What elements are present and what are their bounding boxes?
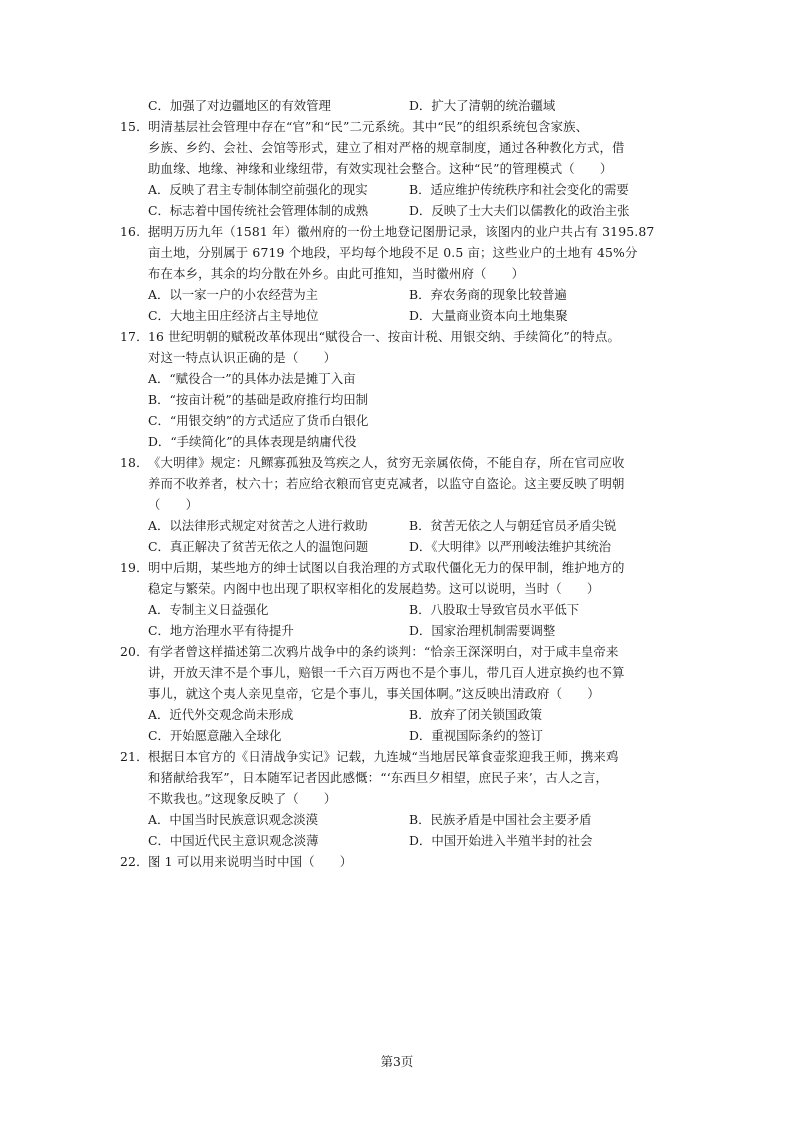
- question-stem-line: 讲，开放天津不是个事儿，赔银一千六百万两也不是个事儿，带几百人进京换约也不算: [148, 665, 625, 680]
- answer-option[interactable]: A．专制主义日益强化: [148, 602, 269, 617]
- question-stem-line: 16 世纪明朝的赋税改革体现出“赋役合一、按亩计税、用银交纳、手续简化”的特点。: [148, 329, 621, 344]
- question-number: 21．: [120, 749, 149, 764]
- answer-option[interactable]: D．国家治理机制需要调整: [409, 623, 556, 638]
- answer-option[interactable]: A．“赋役合一”的具体办法是摊丁入亩: [148, 371, 356, 386]
- answer-option[interactable]: A．近代外交观念尚未形成: [148, 707, 294, 722]
- answer-option[interactable]: C．真正解决了贫苦无依之人的温饱问题: [148, 539, 369, 554]
- answer-option[interactable]: D．中国开始进入半殖半封的社会: [409, 833, 593, 848]
- question-stem-line: 图 1 可以用来说明当时中国（ ）: [148, 854, 353, 869]
- answer-option[interactable]: B．弃农务商的现象比较普遍: [409, 287, 567, 302]
- question-stem-line: 布在本乡，其余的均分散在外乡。由此可推知，当时徽州府（ ）: [148, 266, 525, 281]
- question-number: 19．: [120, 560, 149, 575]
- question-stem-line: 有学者曾这样描述第二次鸦片战争中的条约谈判：“恰亲王深深明白，对于咸丰皇帝来: [148, 644, 619, 659]
- answer-option[interactable]: C．加强了对边疆地区的有效管理: [148, 98, 331, 113]
- answer-option[interactable]: B．放弃了闭关锁国政策: [409, 707, 543, 722]
- answer-option[interactable]: A．以一家一户的小农经营为主: [148, 287, 319, 302]
- answer-option[interactable]: C．地方治理水平有待提升: [148, 623, 294, 638]
- question-number: 20．: [120, 644, 149, 659]
- answer-option[interactable]: D．《大明律》以严刑峻法维护其统治: [409, 539, 611, 554]
- page-number: 第3页: [380, 1054, 414, 1069]
- question-stem-line: 据明万历九年（1581 年）徽州府的一份土地登记图册记录，该图内的业户共占有 3195.87: [148, 224, 655, 239]
- answer-option[interactable]: B．贫苦无依之人与朝廷官员矛盾尖锐: [409, 518, 617, 533]
- question-stem-line: 和猪献给我军”，日本随军记者因此感慨：“‘东西旦夕相望，庶民子来’，古人之言，: [148, 770, 609, 785]
- question-stem-line: 明中后期，某些地方的绅士试图以自我治理的方式取代僵化无力的保甲制，维护地方的: [148, 560, 625, 575]
- question-stem-line: 对这一特点认识正确的是（ ）: [148, 350, 337, 365]
- question-stem-line: 乡族、乡约、会社、会馆等形式，建立了相对严格的规章制度，通过各种教化方式，借: [148, 140, 625, 155]
- answer-option[interactable]: D．重视国际条约的签订: [409, 728, 543, 743]
- question-stem-line: 亩土地，分别属于 6719 个地段，平均每个地段不足 0.5 亩；这些业户的土地有 45%分: [148, 245, 638, 260]
- question-number: 18．: [120, 455, 149, 470]
- answer-option[interactable]: C．标志着中国传统社会管理体制的成熟: [148, 203, 369, 218]
- question-number: 15．: [120, 119, 149, 134]
- answer-option[interactable]: D．大量商业资本向土地集聚: [409, 308, 568, 323]
- question-number: 16.: [120, 224, 141, 239]
- answer-option[interactable]: D．“手续简化”的具体表现是纳庸代役: [148, 434, 357, 449]
- answer-option[interactable]: C．开始愿意融入全球化: [148, 728, 282, 743]
- question-stem-line: 《大明律》规定：凡鳏寡孤独及笃疾之人，贫穷无亲属依倚，不能自存，所在官司应收: [148, 455, 625, 470]
- question-number: 22．: [120, 854, 149, 869]
- answer-option[interactable]: C．“用银交纳”的方式适应了货币白银化: [148, 413, 369, 428]
- answer-option[interactable]: D．反映了士大夫们以儒教化的政治主张: [409, 203, 630, 218]
- question-stem-line: 养而不收养者，杖六十；若应给衣粮而官吏克减者，以监守自盗论。这主要反映了明朝: [148, 476, 625, 491]
- answer-option[interactable]: A．以法律形式规定对贫苦之人进行救助: [148, 518, 368, 533]
- answer-option[interactable]: D．扩大了清朝的统治疆域: [409, 98, 556, 113]
- question-stem-line: 稳定与繁荣。内阁中也出现了职权宰相化的发展趋势。这可以说明，当时（ ）: [148, 581, 600, 596]
- question-stem-line: 明清基层社会管理中存在“官”和“民”二元系统。其中“民”的组织系统包含家族、: [148, 119, 589, 134]
- question-stem-line: （ ）: [148, 497, 199, 512]
- answer-option[interactable]: A．中国当时民族意识观念淡漠: [148, 812, 319, 827]
- question-stem-line: 根据日本官方的《日清战争实记》记载，九连城“当地居民箪食壶浆迎我王师，携来鸡: [148, 749, 619, 764]
- answer-option[interactable]: A．反映了君主专制体制空前强化的现实: [148, 182, 368, 197]
- question-number: 17．: [120, 329, 149, 344]
- answer-option[interactable]: B．民族矛盾是中国社会主要矛盾: [409, 812, 592, 827]
- answer-option[interactable]: C．大地主田庄经济占主导地位: [148, 308, 319, 323]
- question-stem-line: 不欺我也。”这现象反映了（ ）: [148, 791, 337, 806]
- answer-option[interactable]: B．八股取士导致官员水平低下: [409, 602, 580, 617]
- answer-option[interactable]: C．中国近代民主意识观念淡薄: [148, 833, 319, 848]
- question-stem-line: 事儿，就这个夷人亲见皇帝，它是个事儿，事关国体啊。”这反映出清政府（ ）: [148, 686, 600, 701]
- answer-option[interactable]: B．适应维护传统秩序和社会变化的需要: [409, 182, 629, 197]
- question-stem-line: 助血缘、地缘、神缘和业缘纽带，有效实现社会整合。这种“民”的管理模式（ ）: [148, 161, 613, 176]
- answer-option[interactable]: B．“按亩计税”的基础是政府推行均田制: [148, 392, 369, 407]
